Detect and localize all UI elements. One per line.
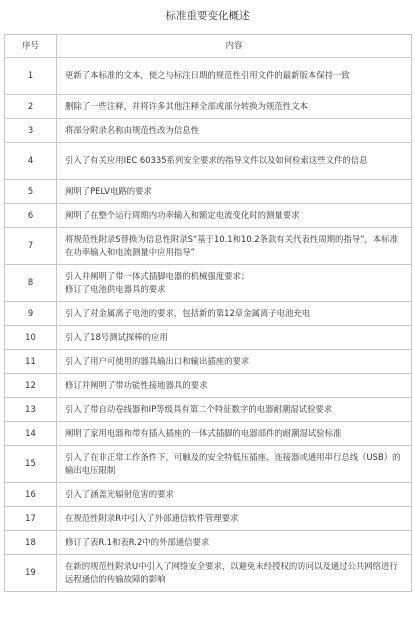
- row-content: 阐明了在整个运行周期内功率输入和额定电流变化时的测量要求: [57, 204, 412, 228]
- row-number: 19: [5, 555, 57, 592]
- row-content: 引入了涵盖光辐射危害的要求: [57, 483, 412, 507]
- row-number: 16: [5, 483, 57, 507]
- row-number: 7: [5, 228, 57, 265]
- table-row: [5, 180, 412, 204]
- row-content: 将规范性附录S替换为信息性附录S“基于10.1和10.2条款有关代表性周期的指导”，本标准在功率输入和电流测量中应用指导”: [57, 228, 412, 265]
- row-number: 14: [5, 422, 57, 446]
- table-row: [5, 265, 412, 302]
- row-content: 引入并阐明了带一体式插脚电器的机械强度要求； 修订了电池供电器具的要求: [57, 265, 412, 302]
- row-content: 阐明了PELV电路的要求: [57, 180, 412, 204]
- row-content: 引入了用户可使用的器具输出口和输出插座的要求: [57, 350, 412, 374]
- row-content: 修订并阐明了带功能性接地器具的要求: [57, 374, 412, 398]
- row-content: 引入了18号测试探棒的应用: [57, 326, 412, 350]
- row-content: 引入了有关应用IEC 60335系列安全要求的指导文件以及如何检索这些文件的信息: [57, 143, 412, 180]
- table-row: [5, 326, 412, 350]
- row-number: 10: [5, 326, 57, 350]
- row-content: 引入了带自动卷线器和IP等级具有第二个特征数字的电器耐潮湿试验要求: [57, 398, 412, 422]
- row-number: 2: [5, 95, 57, 119]
- row-number: 6: [5, 204, 57, 228]
- row-number: 4: [5, 143, 57, 180]
- table-row: [5, 531, 412, 555]
- row-number: 3: [5, 119, 57, 143]
- table-row: [5, 398, 412, 422]
- row-content: 引入了在非正常工作条件下，可触及的安全特低压插座、连接器或通用串行总线（USB）的输出电压限制: [57, 446, 412, 483]
- row-content: 将部分附录名称由规范性改为信息性: [57, 119, 412, 143]
- table-row: [5, 302, 412, 326]
- table-row: [5, 119, 412, 143]
- row-number: 9: [5, 302, 57, 326]
- row-content: 更新了本标准的文本，使之与标注日期的规范性引用文件的最新版本保持一致: [57, 58, 412, 95]
- table-row: [5, 446, 412, 483]
- header-no: 序号: [5, 35, 57, 58]
- header-content: 内容: [57, 35, 412, 58]
- table-row: [5, 143, 412, 180]
- row-number: 13: [5, 398, 57, 422]
- row-content: 删除了一些注释，并将许多其他注释全部或部分转换为规范性文本: [57, 95, 412, 119]
- row-number: 1: [5, 58, 57, 95]
- table-row: [5, 555, 412, 592]
- row-content: 修订了表R.1和表R.2中的外部通信要求: [57, 531, 412, 555]
- row-number: 5: [5, 180, 57, 204]
- row-number: 12: [5, 374, 57, 398]
- row-content: 在新的规范性附录U中引入了网络安全要求，以避免未经授权的访问以及通过公共网络进行远程通信的传输故障的影响: [57, 555, 412, 592]
- changes-table: [4, 34, 412, 592]
- table-row: [5, 95, 412, 119]
- table-title: 标准重要变化概述: [165, 10, 250, 22]
- row-number: 18: [5, 531, 57, 555]
- table-row: [5, 507, 412, 531]
- table-body: [5, 58, 412, 592]
- table-row: [5, 204, 412, 228]
- table-row: [5, 483, 412, 507]
- row-content: 在规范性附录R中引入了外部通信软件管理要求: [57, 507, 412, 531]
- row-number: 8: [5, 265, 57, 302]
- row-number: 17: [5, 507, 57, 531]
- table-row: [5, 374, 412, 398]
- row-number: 15: [5, 446, 57, 483]
- row-number: 11: [5, 350, 57, 374]
- table-row: [5, 228, 412, 265]
- table-row: [5, 58, 412, 95]
- row-content: 引入了对金属离子电池的要求，包括新的第12章金属离子电池充电: [57, 302, 412, 326]
- table-row: [5, 422, 412, 446]
- row-content: 阐明了家用电器和带有插入插座的一体式插脚的电器部件的耐潮湿试验标准: [57, 422, 412, 446]
- header-row: [5, 35, 412, 58]
- table-row: [5, 350, 412, 374]
- table-header: [5, 35, 412, 58]
